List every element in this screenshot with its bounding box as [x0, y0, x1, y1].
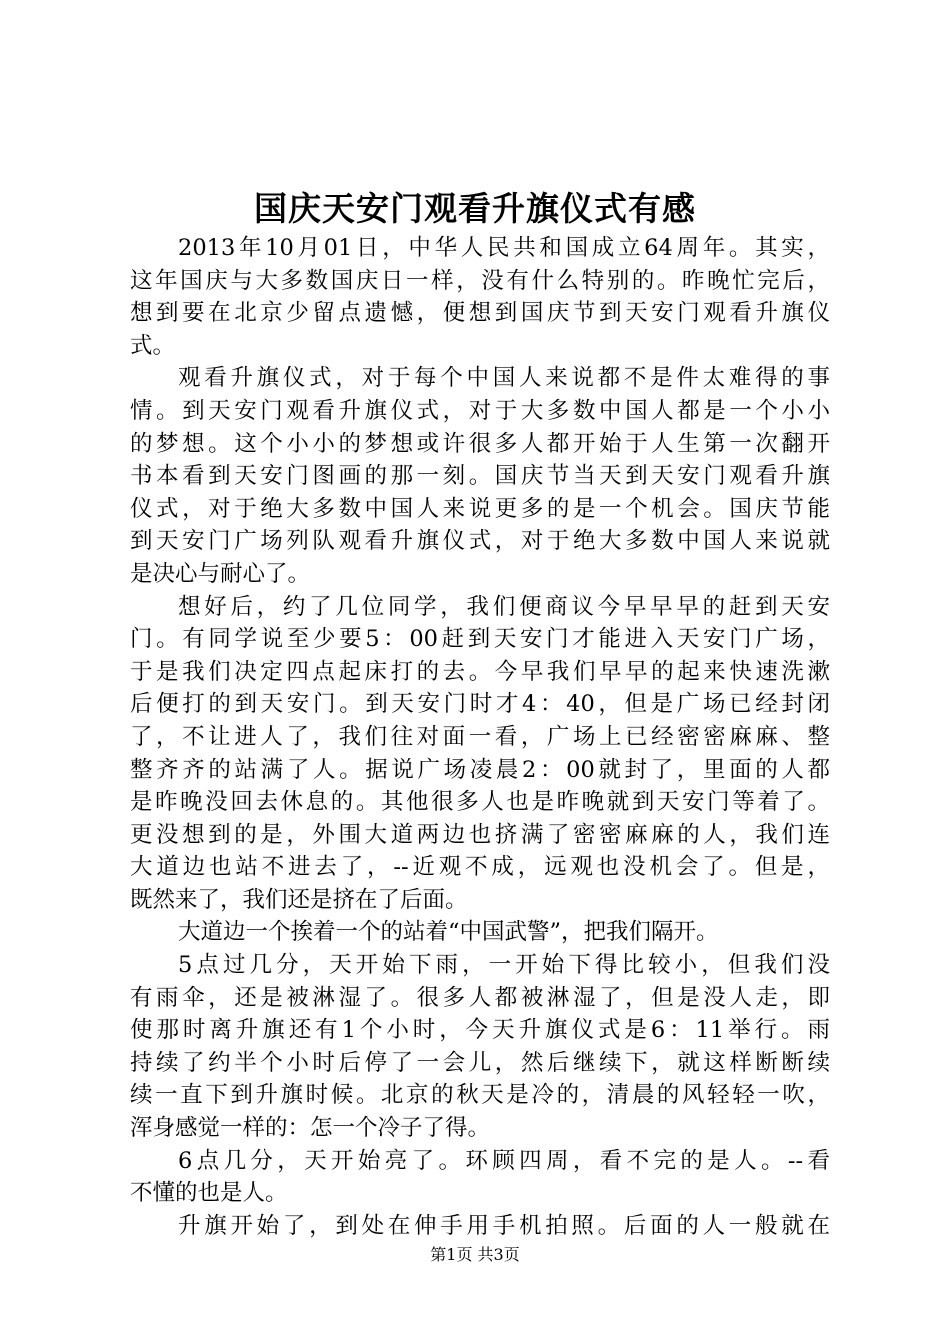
paragraph-line: 想好后，约了几位同学，我们便商议今早早早的赶到天安	[178, 593, 830, 620]
paragraph-line: 情。到天安门观看升旗仪式，对于大多数中国人都是一个小小	[130, 397, 830, 424]
paragraph-line: 更没想到的是，外围大道两边也挤满了密密麻麻的人，我们连	[130, 821, 830, 848]
paragraph	[130, 1145, 830, 1210]
paragraph-line: 后便打的到天安门。到天安门时才4：40，但是广场已经封闭	[130, 691, 830, 718]
paragraph-line: 是决心与耐心了。	[130, 560, 311, 587]
paragraph-line: 大道边一个挨着一个的站着“中国武警”，把我们隔开。	[178, 919, 719, 946]
paragraph-line: 到天安门广场列队观看升旗仪式，对于绝大多数中国人来说就	[130, 528, 830, 555]
paragraph-line: 不懂的也是人。	[130, 1180, 288, 1207]
paragraph-line: 想到要在北京少留点遗憾，便想到国庆节到天安门观看升旗仪	[130, 300, 830, 327]
paragraph-line: 了，不让进人了，我们往对面一看，广场上已经密密麻麻、整	[130, 723, 830, 750]
paragraph-line: 于是我们决定四点起床打的去。今早我们早早的起来快速洗漱	[130, 658, 830, 685]
document-body	[130, 232, 830, 1242]
paragraph	[130, 949, 830, 1145]
paragraph-line: 这年国庆与大多数国庆日一样，没有什么特别的。昨晚忙完后，	[130, 267, 830, 294]
paragraph-line: 升旗开始了，到处在伸手用手机拍照。后面的人一般就在	[178, 1212, 830, 1239]
paragraph-line: 观看升旗仪式，对于每个中国人来说都不是件太难得的事	[178, 365, 830, 392]
paragraph-line: 既然来了，我们还是挤在了后面。	[130, 886, 468, 913]
paragraph-line: 使那时离升旗还有1个小时，今天升旗仪式是6：11举行。雨	[130, 1017, 830, 1044]
paragraph	[130, 591, 830, 917]
paragraph	[130, 232, 830, 362]
page-title: 国庆天安门观看升旗仪式有感	[254, 189, 696, 228]
paragraph	[130, 362, 830, 590]
paragraph-line: 仪式，对于绝大多数中国人来说更多的是一个机会。国庆节能	[130, 495, 830, 522]
paragraph	[130, 916, 830, 949]
paragraph-line: 的梦想。这个小小的梦想或许很多人都开始于人生第一次翻开	[130, 430, 830, 457]
paragraph-line: 续一直下到升旗时候。北京的秋天是冷的，清晨的风轻轻一吹，	[130, 1082, 830, 1109]
paragraph-line: 6点几分，天开始亮了。环顾四周，看不完的是人。--看	[178, 1147, 830, 1174]
paragraph	[130, 1210, 830, 1243]
paragraph-line: 2013年10月01日，中华人民共和国成立64周年。其实，	[178, 235, 830, 261]
paragraph-line: 书本看到天安门图画的那一刻。国庆节当天到天安门观看升旗	[130, 463, 830, 490]
paragraph-line: 大道边也站不进去了，--近观不成，远观也没机会了。但是，	[130, 854, 830, 881]
paragraph-line: 有雨伞，还是被淋湿了。很多人都被淋湿了，但是没人走，即	[130, 984, 830, 1011]
page-number: 第1页 共3页	[430, 1245, 520, 1264]
paragraph-line: 持续了约半个小时后停了一会儿，然后继续下，就这样断断续	[130, 1049, 830, 1076]
paragraph-line: 整齐齐的站满了人。据说广场凌晨2：00就封了，里面的人都	[130, 756, 830, 783]
paragraph-line: 浑身感觉一样的：怎一个冷子了得。	[130, 1115, 491, 1142]
paragraph-line: 5点过几分，天开始下雨，一开始下得比较小，但我们没	[178, 952, 830, 979]
paragraph-line: 是昨晚没回去休息的。其他很多人也是昨晚就到天安门等着了。	[130, 789, 830, 816]
paragraph-line: 门。有同学说至少要5：00赶到天安门才能进入天安门广场，	[130, 626, 830, 653]
paragraph-line: 式。	[130, 332, 176, 359]
